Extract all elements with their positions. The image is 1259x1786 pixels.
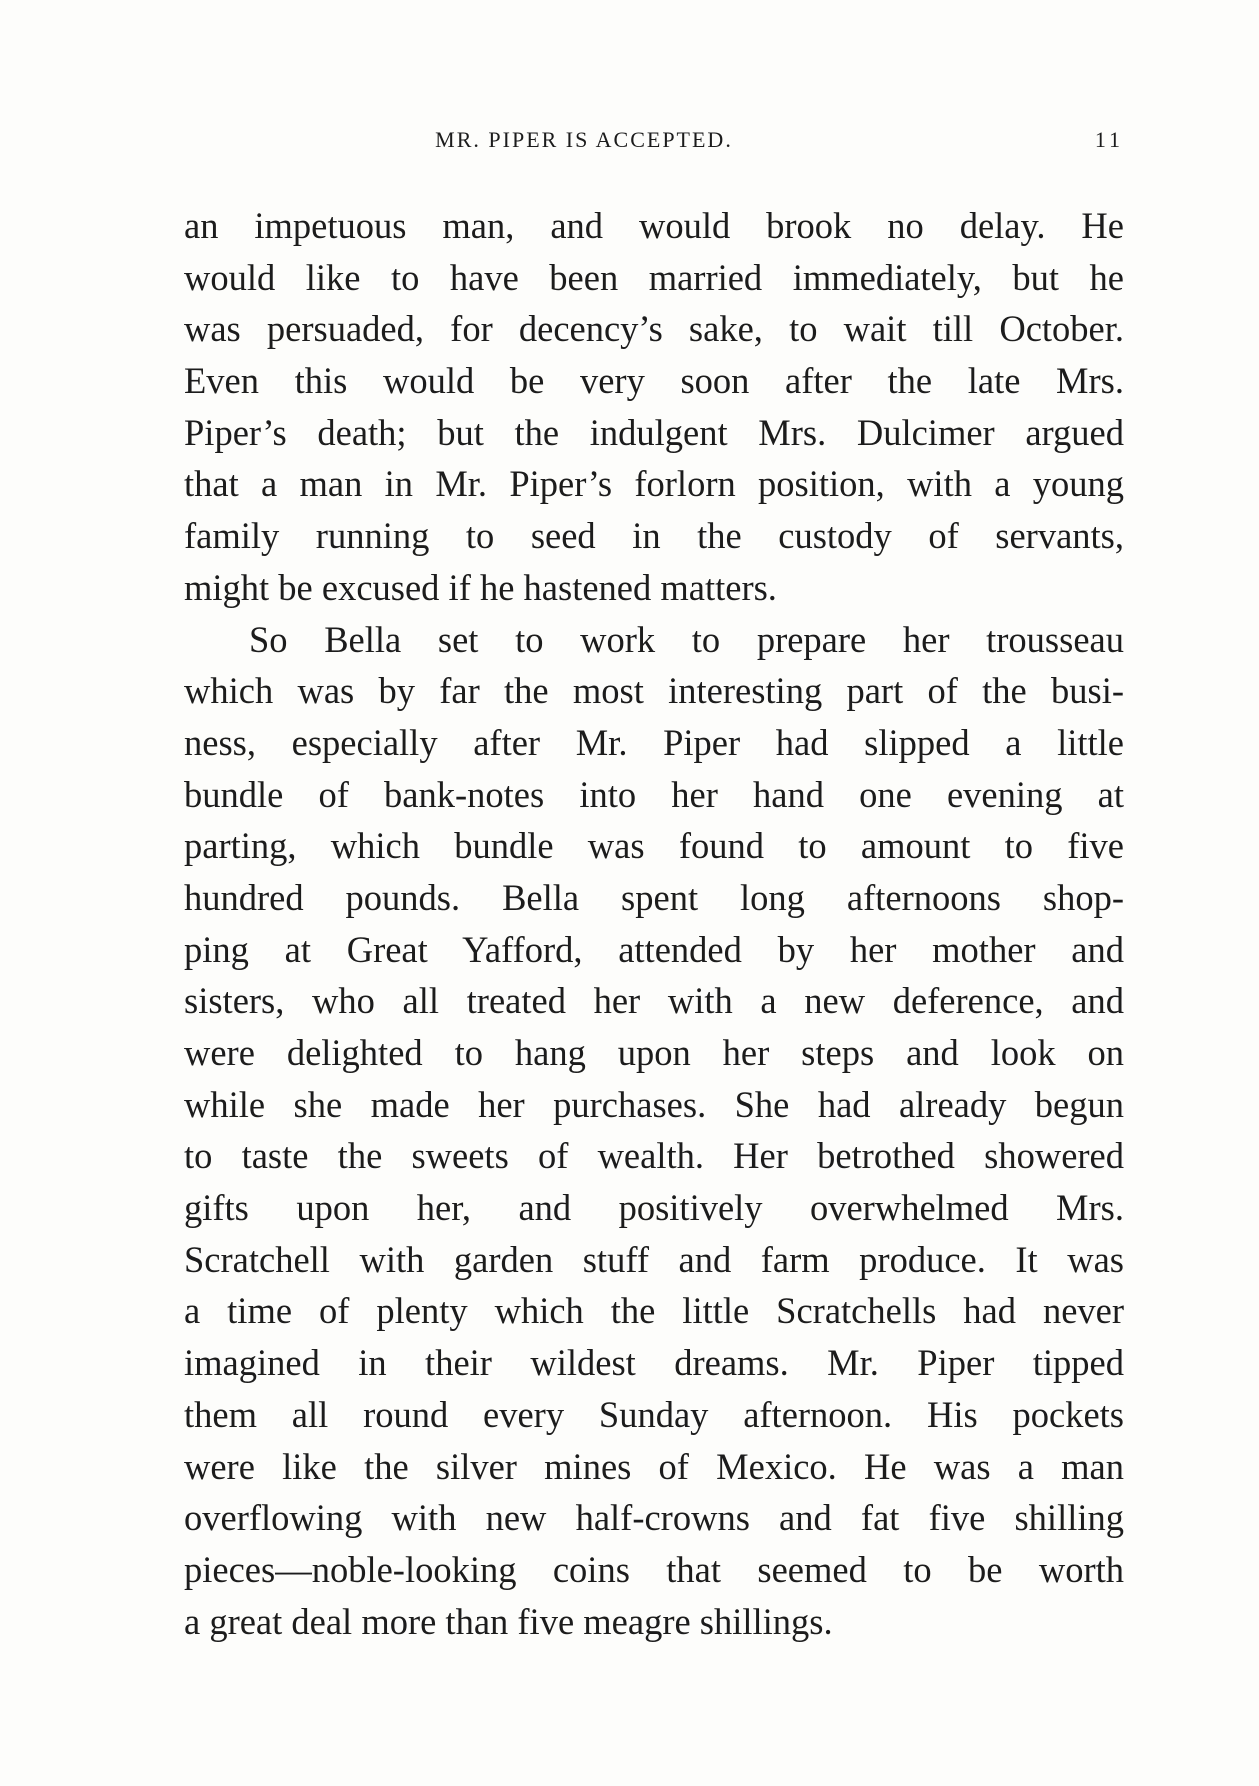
text-line: was persuaded, for decency’s sake, to wait till October. — [184, 308, 1124, 350]
text-line: a time of plenty which the little Scratchells had never — [184, 1290, 1124, 1332]
text-line: while she made her purchases. She had already begun — [184, 1083, 1124, 1125]
text-line: an impetuous man, and would brook no delay. He — [184, 205, 1124, 246]
text-line: imagined in their wildest dreams. Mr. Piper tipped — [184, 1342, 1124, 1384]
text-line: sisters, who all treated her with a new deference, and — [184, 980, 1124, 1022]
text-line: would like to have been married immediately, but he — [184, 256, 1124, 298]
page-number: 11 — [1094, 127, 1124, 152]
text-line: overflowing with new half-crowns and fat five shilling — [184, 1497, 1124, 1539]
text-line: Even this would be very soon after the late Mrs. — [184, 360, 1124, 402]
text-line: family running to seed in the custody of servants, — [184, 515, 1124, 557]
text-line: hundred pounds. Bella spent long afternoons shop- — [184, 876, 1124, 918]
text-line: bundle of bank-notes into her hand one evening at — [184, 773, 1124, 815]
text-line: ness, especially after Mr. Piper had slipped a little — [184, 721, 1124, 763]
text-line: Scratchell with garden stuff and farm produce. It was — [184, 1238, 1124, 1280]
text-line: ping at Great Yafford, attended by her mother and — [184, 928, 1124, 970]
text-line: which was by far the most interesting part of the busi- — [184, 670, 1124, 712]
text-line: gifts upon her, and positively overwhelmed Mrs. — [184, 1187, 1124, 1229]
running-title: MR. PIPER IS ACCEPTED. — [435, 127, 733, 152]
text-line: a great deal more than five meagre shillings. — [184, 1600, 833, 1642]
text-line: them all round every Sunday afternoon. His pockets — [184, 1393, 1124, 1435]
running-head — [184, 127, 1124, 157]
text-line: that a man in Mr. Piper’s forlorn position, with a young — [184, 463, 1124, 505]
text-line: to taste the sweets of wealth. Her betrothed showered — [184, 1135, 1124, 1177]
body-text — [184, 200, 1124, 1647]
text-line: were delighted to hang upon her steps and look on — [184, 1032, 1124, 1073]
text-line: might be excused if he hastened matters. — [184, 566, 777, 608]
text-line: parting, which bundle was found to amount to five — [184, 825, 1124, 867]
text-line: pieces—noble-looking coins that seemed to be worth — [184, 1548, 1124, 1590]
text-line: So Bella set to work to prepare her trousseau — [249, 618, 1124, 660]
text-line: Piper’s death; but the indulgent Mrs. Dulcimer argued — [184, 411, 1124, 453]
text-line: were like the silver mines of Mexico. He was a man — [184, 1445, 1124, 1487]
